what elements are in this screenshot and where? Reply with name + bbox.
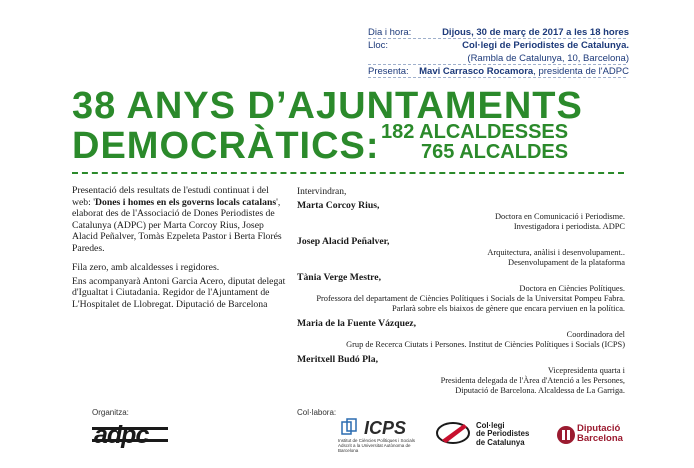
description-column [72,185,286,318]
speaker-description-line: Professora del departament de Ciències Polítiques i Socials de la Universitat Pompeu Fabra. [316,294,625,303]
icps-sub-2: Adscrit a la Universitat Autònoma de Barcelona [338,443,411,453]
study-text-a: Presentació dels resultats de l'estudi continuat i del web: ' [72,185,269,208]
cpc-line-2: de Periodistes [476,429,530,439]
place-value: Col·legi de Periodistes de Catalunya. [462,40,629,51]
speaker-description [297,248,625,268]
date-value: Dijous, 30 de març de 2017 a les 18 hores [442,27,629,38]
speaker-description-line: Diputació de Barcelona. Alcaldessa de La Garriga. [455,386,625,395]
study-web-title: Dones i homes en els governs locals catalans [95,196,277,208]
speaker-description-line: Vicepresidenta quarta i [547,366,625,375]
diputacio-logo [557,424,627,446]
icps-sub-1: Institut de Ciències Polítiques i Socials [338,438,416,443]
cpc-line-3: de Catalunya [476,437,525,447]
organiza-label: Organitza: [92,408,129,417]
fila-zero: Fila zero, amb alcaldesses i regidores. [72,262,220,273]
speaker-name: Marta Corcoy Rius, [297,200,380,211]
adpc-logo [92,422,168,448]
speakers-intro: Intervindran, [297,187,347,197]
study-description [72,185,286,254]
speaker-name: Maria de la Fuente Vázquez, [297,318,417,329]
presenter-name: Mavi Carrasco Rocamora [419,66,534,77]
speaker-description [297,330,625,350]
mayor-counts [381,122,568,162]
date-label: Dia i hora: [368,27,412,38]
title-line-1: 38 ANYS D’AJUNTAMENTS [72,85,583,127]
place-label: Lloc: [368,40,389,51]
speaker-description-line: Grup de Recerca Ciutats i Persones. Institut de Ciències Polítiques i Socials (ICPS) [346,340,625,349]
speaker-description-line: Doctora en Comunicació i Periodisme. [494,212,625,221]
cpc-line-1: Col·legi [476,421,505,430]
speaker-description [297,212,625,232]
title-divider [72,172,624,174]
study-text-b: ', elaborat des de l'Associació de Dones Periodistes de Catalunya (ADPC) per Marta Corcoy Rius, Josep Alacid Peñalver, Tomàs Ezpeleta Pastor i Berta Florés Paredes. [72,196,282,254]
speaker-description-line: Presidenta delegada de l'Àrea d'Atenció a les Persones, [440,376,625,385]
speakers-column [297,187,625,400]
speaker-description [297,366,625,396]
speaker-description-line: Arquitectura, anàlisi i desenvolupament.. [487,248,625,257]
speaker-description-line: Investigadora i periodista. ADPC [513,222,625,231]
speaker-description [297,284,625,314]
cpc-logo-text [476,422,529,447]
diputacio-logo-text [577,424,623,444]
speaker-description-line: Doctora en Ciències Polítiques. [519,284,625,293]
speaker-description-line: Coordinadora del [566,330,625,339]
dipu-line-2: Barcelona [577,433,623,444]
adpc-logo-text: adpc [94,421,149,449]
speaker-description-line: Parlarà sobre els biaixos de gènere que encara perviuen en la política. [392,304,625,313]
icps-logo [338,418,430,453]
speaker-name: Josep Alacid Peñalver, [297,236,390,247]
presenter-label: Presenta: [368,66,409,77]
count-alcaldesses: 182 ALCALDESSES [381,121,569,143]
speaker-description-line: Desenvolupament de la plataforma [508,258,625,267]
colabora-label: Col·labora: [297,408,337,417]
speaker-name: Tània Verge Mestre, [297,272,382,283]
dipu-line-1: Diputació [577,423,621,434]
title-line-2: DEMOCRÀTICS: [72,125,380,167]
count-alcaldes: 765 ALCALDES [421,141,569,163]
cpc-logo [436,420,546,446]
place-address: (Rambla de Catalunya, 10, Barcelona) [467,53,629,64]
icps-logo-text: ICPS [364,418,407,438]
presenter-role: , presidenta de l'ADPC [533,66,629,77]
speaker-name: Meritxell Budó Pla, [297,354,378,365]
speaker-list [297,200,625,396]
guest-note: Ens acompanyarà Antoni Garcia Acero, diputat delegat d'Igualtat i Ciutadania. Regidor de l'Ajuntament de L'Hospitalet de Llobregat. Diputació de Barcelona [72,275,286,310]
